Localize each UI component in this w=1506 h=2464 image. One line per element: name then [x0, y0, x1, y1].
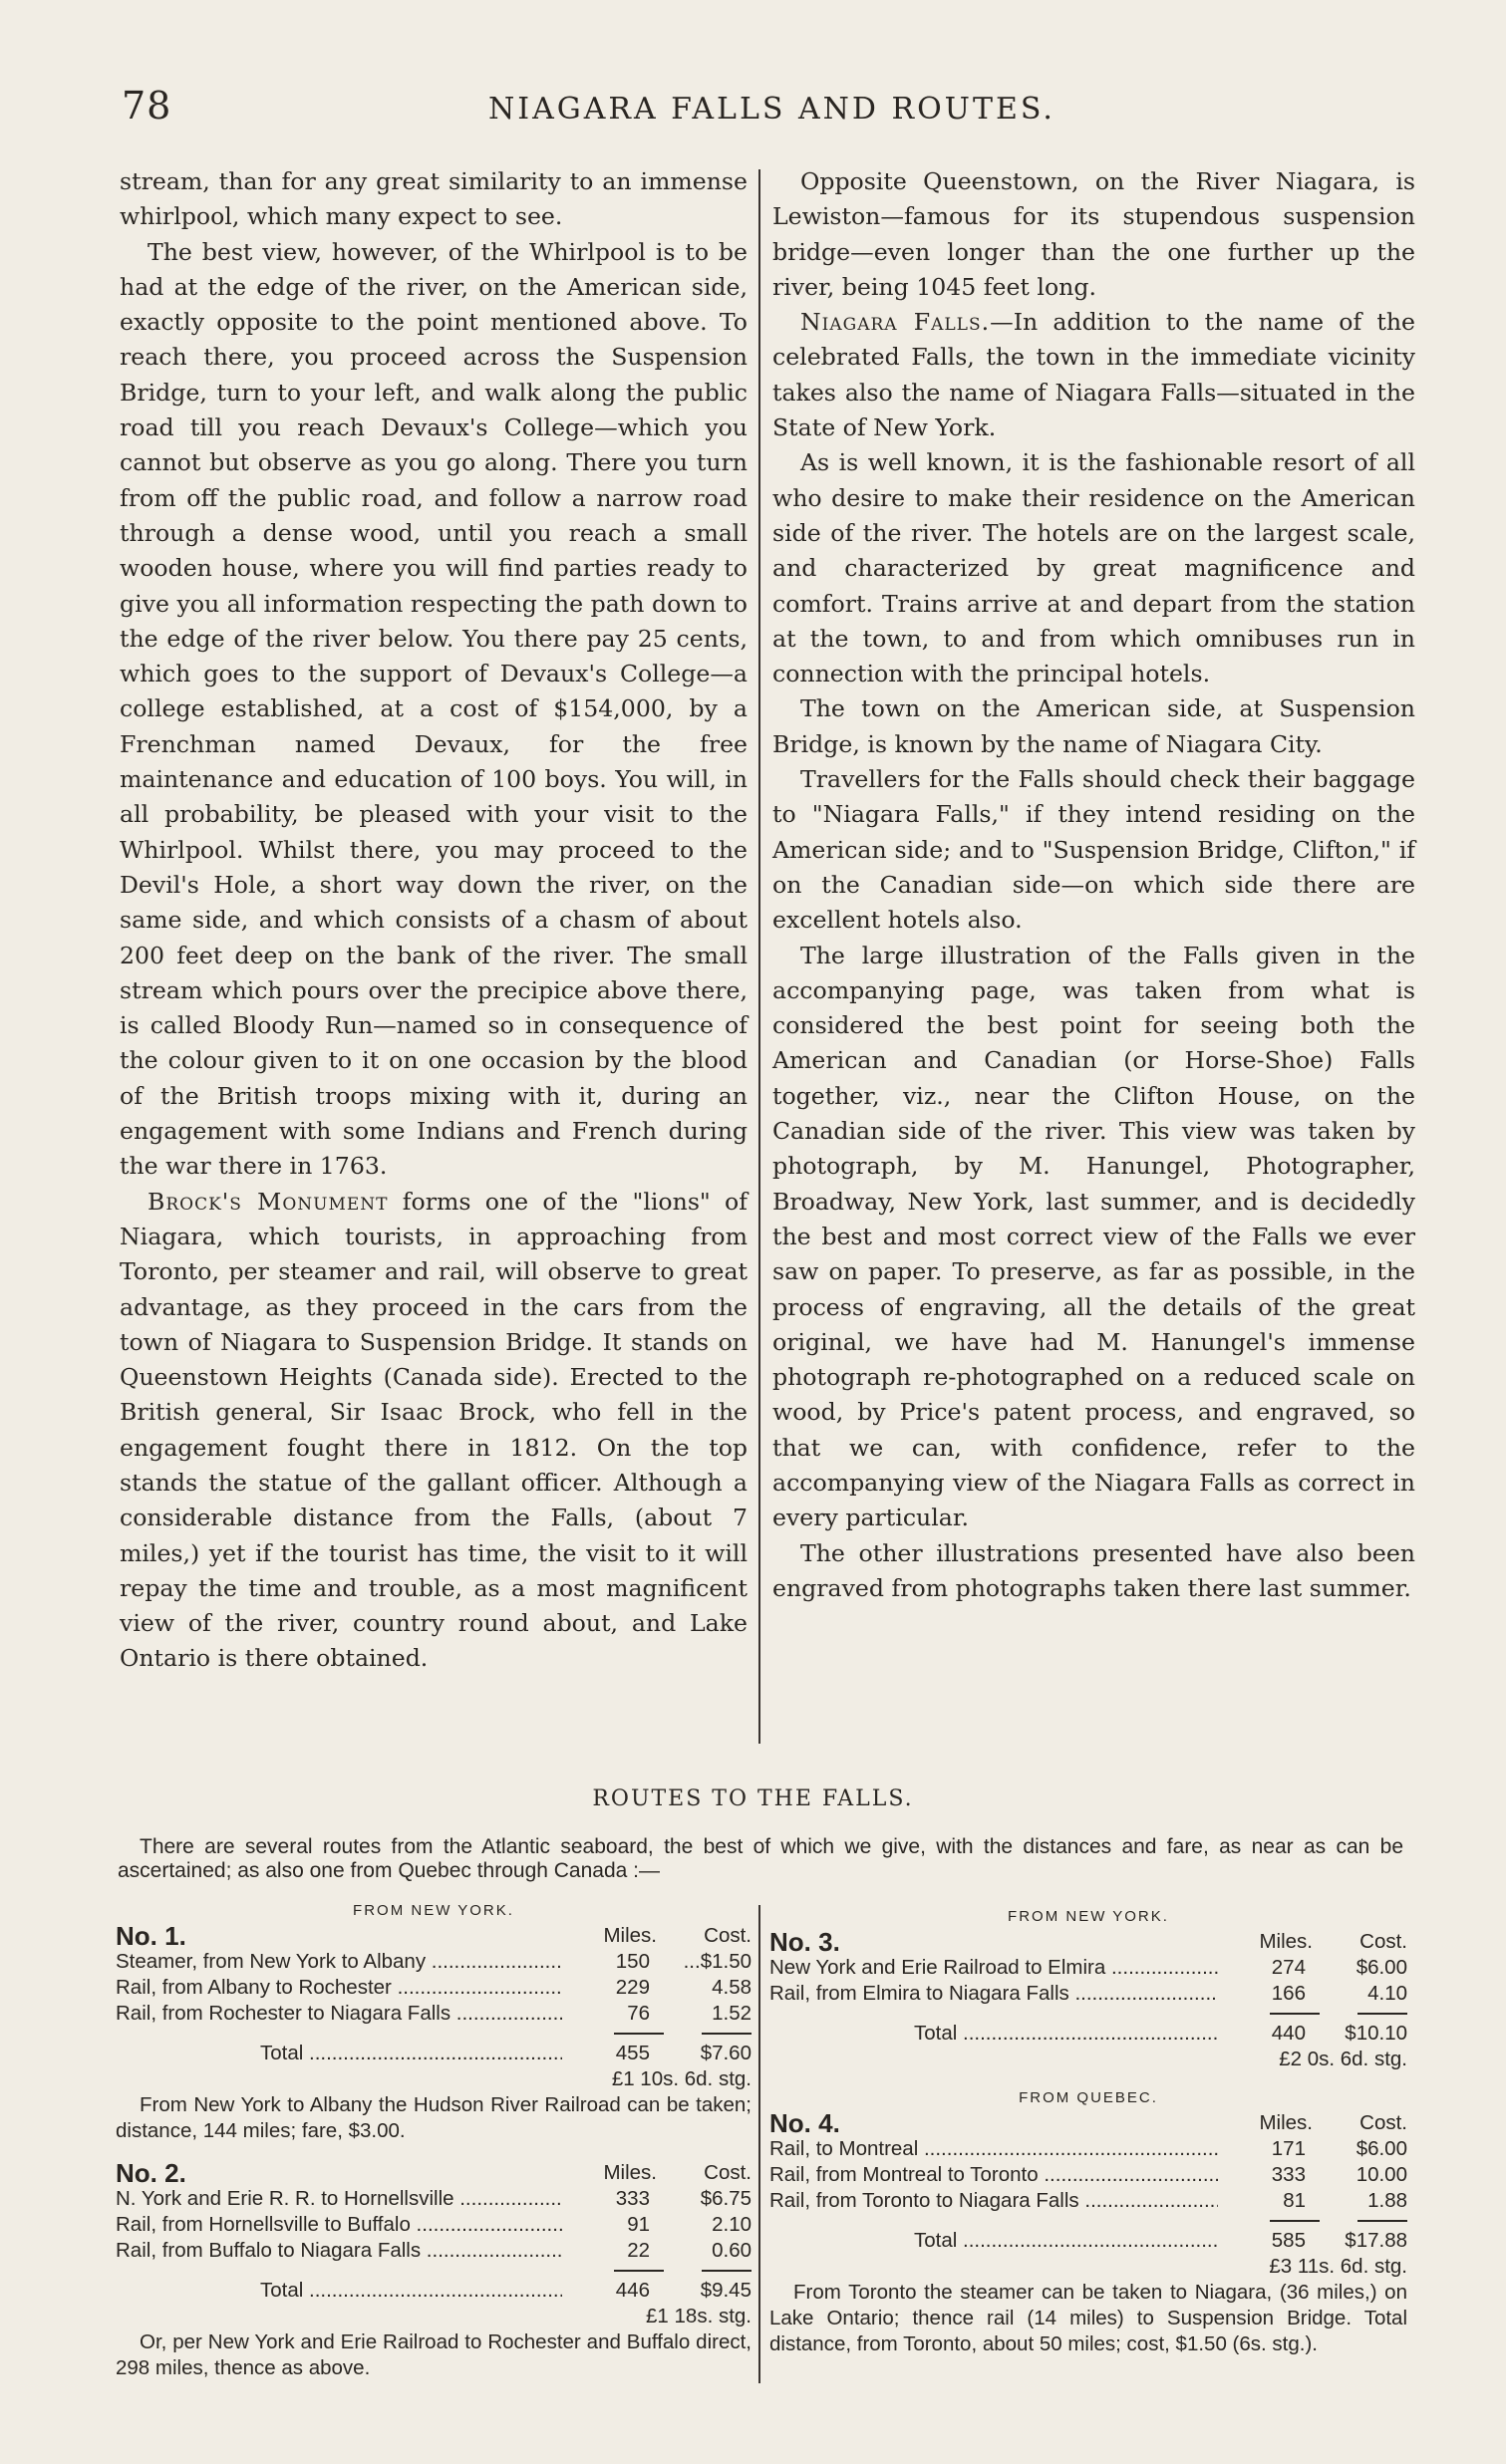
route-row: [116, 1975, 752, 2001]
route-number: No. 3.: [769, 1927, 840, 1957]
route-number: No. 2.: [116, 2158, 186, 2188]
total-miles: 446: [615, 2279, 650, 2302]
paragraph: [772, 305, 1415, 445]
row-miles: 150: [615, 1950, 650, 1973]
section-lead: Niagara Falls.: [800, 308, 991, 337]
total-label: Total .....: [116, 2041, 562, 2066]
row-miles: 171: [1271, 2137, 1306, 2160]
from-new-york-label: FROM NEW YORK.: [353, 1902, 514, 1919]
right-text-column: [772, 164, 1415, 1606]
total-label: Total .....: [769, 2228, 1218, 2254]
paragraph: stream, than for any great similarity to an immense whirlpool, which many expect to see.: [120, 167, 748, 231]
routes-table-left: [116, 1901, 752, 2381]
row-cost: $6.00: [1355, 1956, 1407, 1979]
route-note: From New York to Albany the Hudson River Railroad can be taken; distance, 144 miles; fare, $3.00.: [116, 2093, 752, 2142]
row-cost: $6.75: [700, 2187, 752, 2210]
row-cost: $6.00: [1355, 2137, 1407, 2160]
row-cost: ...$1.50: [683, 1950, 752, 1973]
route-row: [116, 2212, 752, 2238]
intro-text: There are several routes from the Atlantic seaboard, the best of which we give, with the distances and fare, as near as can be ascertained; as also one from Quebec through Canada :—: [118, 1835, 1403, 1882]
row-miles: 22: [627, 2239, 650, 2262]
paragraph-text: —In addition to the name of the celebrated Falls, the town in the immediate vicinity takes also the name of Niagara Falls—situated in the State of New York.: [772, 308, 1415, 442]
total-miles: 585: [1271, 2229, 1306, 2252]
table-divider: [758, 1905, 760, 2383]
sum-rules: [769, 2013, 1407, 2015]
row-miles: 333: [1271, 2163, 1306, 2186]
route-header: [769, 2110, 1407, 2136]
total-cost: $10.10: [1345, 2022, 1407, 2045]
cost-header: Cost.: [704, 2161, 752, 2184]
row-miles: 81: [1283, 2189, 1306, 2212]
row-miles: 229: [615, 1976, 650, 1999]
row-desc: N. York and Erie R. R. to Hornellsville .....: [116, 2186, 562, 2212]
paragraph: The other illustrations presented have also been engraved from photographs taken there last summer.: [772, 1538, 1415, 1602]
total-label: Total .....: [116, 2278, 562, 2304]
sterling-amount: £2 0s. 6d. stg.: [1279, 2048, 1407, 2070]
cost-header: Cost.: [1359, 1930, 1407, 1953]
from-quebec-label: FROM QUEBEC.: [1019, 2089, 1158, 2106]
row-desc: Rail, from Elmira to Niagara Falls .....: [769, 1981, 1218, 2007]
total-cost: $9.45: [700, 2279, 752, 2302]
sum-rules: [769, 2220, 1407, 2222]
row-miles: 91: [627, 2213, 650, 2236]
row-miles: 333: [615, 2187, 650, 2210]
column-divider: [758, 169, 760, 1744]
row-cost: 10.00: [1355, 2163, 1407, 2186]
cost-header: Cost.: [704, 1924, 752, 1947]
total-miles: 455: [615, 2042, 650, 2064]
miles-header: Miles.: [603, 1924, 657, 1947]
row-desc: New York and Erie Railroad to Elmira .....: [769, 1955, 1218, 1981]
row-desc: Rail, from Toronto to Niagara Falls .....: [769, 2188, 1218, 2214]
row-desc: Rail, from Albany to Rochester .....: [116, 1975, 562, 2001]
sterling-amount: £3 11s. 6d. stg.: [1269, 2255, 1407, 2278]
paragraph-text: forms one of the "lions" of Niagara, which tourists, in approaching from Toronto, per steamer and rail, will observe to great advantage, as they proceed in the cars from the town of Niagara to Suspension Bridge. It stands on Queenstown Heights (Canada side). Erected to the British general, Sir Isaac Brock, who fell in the engagement fought there in 1812. On the top stands the statue of the gallant officer. Although a considerable distance from the Falls, (about 7 miles,) yet if the tourist has time, the visit to it will repay the time and trouble, as a most magnificent view of the river, country round about, and Lake Ontario is there obtained.: [120, 1187, 748, 1673]
route-row: [769, 1955, 1407, 1981]
route-number: No. 1.: [116, 1921, 186, 1951]
total-miles: 440: [1271, 2022, 1306, 2045]
miles-header: Miles.: [603, 2161, 657, 2184]
total-row: [116, 2041, 752, 2066]
route-row: [116, 2186, 752, 2212]
route-row: [769, 1981, 1407, 2007]
row-miles: 76: [627, 2002, 650, 2025]
paragraph: Travellers for the Falls should check their baggage to "Niagara Falls," if they intend residing on the American side; and to "Suspension Bridge, Clifton," if on the Canadian side—on which side there are excellent hotels also.: [772, 765, 1415, 935]
total-row: [116, 2278, 752, 2304]
total-row: [769, 2228, 1407, 2254]
row-desc: Rail, from Montreal to Toronto .....: [769, 2162, 1218, 2188]
paragraph: The town on the American side, at Suspension Bridge, is known by the name of Niagara City.: [772, 694, 1415, 758]
route-row: [116, 2001, 752, 2027]
row-desc: Rail, from Buffalo to Niagara Falls .....: [116, 2238, 562, 2264]
sum-rules: [116, 2270, 752, 2272]
sterling-amount: £1 18s. stg.: [646, 2305, 752, 2327]
routes-intro: [118, 1835, 1403, 1883]
row-cost: 1.52: [712, 2002, 752, 2025]
row-cost: 0.60: [712, 2239, 752, 2262]
total-label: Total .....: [769, 2021, 1218, 2047]
sum-rules: [116, 2033, 752, 2035]
total-cost: $7.60: [700, 2042, 752, 2064]
sterling-amount: £1 10s. 6d. stg.: [611, 2067, 752, 2090]
route-row: [769, 2162, 1407, 2188]
route-header: [769, 1929, 1407, 1955]
row-cost: 1.88: [1367, 2189, 1407, 2212]
row-desc: Rail, from Hornellsville to Buffalo .....: [116, 2212, 562, 2238]
cost-header: Cost.: [1359, 2111, 1407, 2134]
route-row: [116, 1949, 752, 1975]
row-cost: 4.58: [712, 1976, 752, 1999]
routes-heading: ROUTES TO THE FALLS.: [592, 1786, 914, 1811]
route-row: [769, 2188, 1407, 2214]
left-text-column: [120, 164, 748, 1677]
row-miles: 274: [1271, 1956, 1306, 1979]
route-number: No. 4.: [769, 2108, 840, 2138]
paragraph: Opposite Queenstown, on the River Niagara, is Lewiston—famous for its stupendous suspension bridge—even longer than the one further up the river, being 1045 feet long.: [772, 167, 1415, 301]
row-desc: Steamer, from New York to Albany .....: [116, 1949, 562, 1975]
running-head: NIAGARA FALLS AND ROUTES.: [488, 92, 1055, 127]
row-cost: 2.10: [712, 2213, 752, 2236]
route-row: [769, 2136, 1407, 2162]
row-miles: 166: [1271, 1982, 1306, 2005]
from-new-york-label: FROM NEW YORK.: [1008, 1908, 1169, 1925]
route-row: [116, 2238, 752, 2264]
miles-header: Miles.: [1259, 1930, 1313, 1953]
route-note: Or, per New York and Erie Railroad to Rochester and Buffalo direct, 298 miles, thence as above.: [116, 2330, 752, 2379]
paragraph: As is well known, it is the fashionable resort of all who desire to make their residence on the American side of the river. The hotels are on the largest scale, and characterized by great magnificence and comfort. Trains arrive at and depart from the station at the town, to and from which omnibuses run in connection with the principal hotels.: [772, 448, 1415, 688]
paragraph: [120, 1185, 748, 1677]
total-row: [769, 2021, 1407, 2047]
row-cost: 4.10: [1367, 1982, 1407, 2005]
routes-table-right: [769, 1907, 1407, 2357]
page-number: 78: [122, 84, 172, 128]
miles-header: Miles.: [1259, 2111, 1313, 2134]
paragraph: The large illustration of the Falls given in the accompanying page, was taken from what is considered the best point for seeing both the American and Canadian (or Horse-Shoe) Falls together, viz., near the Clifton House, on the Canadian side of the river. This view was taken by photograph, by M. Hanungel, Photographer, Broadway, New York, last summer, and is decidedly the best and most correct view of the Falls we ever saw on paper. To preserve, as far as possible, in the process of engraving, all the details of the great original, we have had M. Hanungel's immense photograph re-photographed on a reduced scale on wood, by Price's patent process, and engraved, so that we can, with confidence, refer to the accompanying view of the Niagara Falls as correct in every particular.: [772, 941, 1415, 1532]
total-cost: $17.88: [1345, 2229, 1407, 2252]
route-header: [116, 2160, 752, 2186]
route-note: From Toronto the steamer can be taken to Niagara, (36 miles,) on Lake Ontario; thence rail (14 miles) to Suspension Bridge. Total distance, from Toronto, about 50 miles; cost, $1.50 (6s. stg.).: [769, 2281, 1407, 2355]
paragraph: The best view, however, of the Whirlpool is to be had at the edge of the river, on the American side, exactly opposite to the point mentioned above. To reach there, you proceed across the Suspension Bridge, turn to your left, and walk along the public road till you reach Devaux's College—which you cannot but observe as you go along. There you turn from off the public road, and follow a narrow road through a dense wood, until you reach a small wooden house, where you will find parties ready to give you all information respecting the path down to the edge of the river below. You there pay 25 cents, which goes to the support of Devaux's College—a college established, at a cost of $154,000, by a Frenchman named Devaux, for the free maintenance and education of 100 boys. You will, in all probability, be pleased with your visit to the Whirlpool. Whilst there, you may proceed to the Devil's Hole, a short way down the river, on the same side, and which consists of a chasm of about 200 feet deep on the bank of the river. The small stream which pours over the precipice above there, is called Bloody Run—named so in consequence of the colour given to it on one occasion by the blood of the British troops mixing with it, during an engagement with some Indians and French during the war there in 1763.: [120, 237, 748, 1181]
route-header: [116, 1923, 752, 1949]
row-desc: Rail, from Rochester to Niagara Falls .....: [116, 2001, 562, 2027]
section-lead: Brock's Monument: [148, 1187, 389, 1216]
row-desc: Rail, to Montreal .....: [769, 2136, 1218, 2162]
